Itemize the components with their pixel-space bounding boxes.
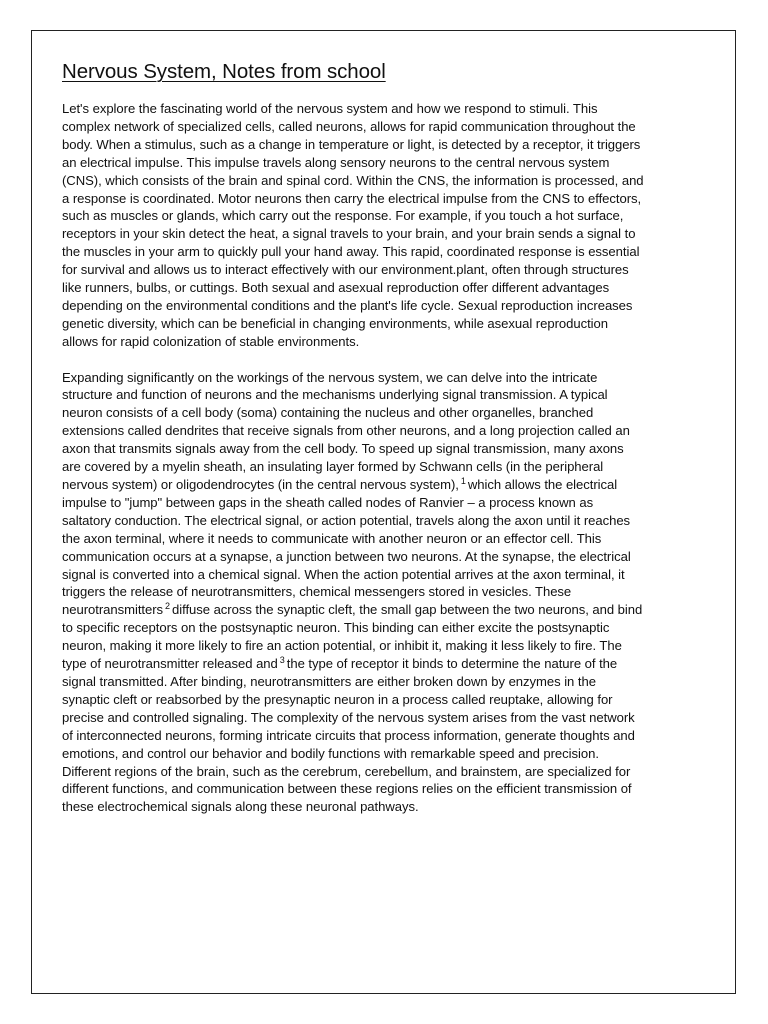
paragraph-neurons	[62, 369, 645, 817]
paragraph-neurons-part1: Expanding significantly on the workings of the nervous system, we can delve into the intricate structure and function of neurons and the mechanisms underlying signal transmission. A typical neuron consists of a cell body (soma) containing the nucleus and other organelles, branched extensions called dendrites that receive signals from other neurons, and a long projection called an axon that transmits signals away from the cell body. To speed up signal transmission, many axons are covered by a myelin sheath, an insulating layer formed by Schwann cells (in the peripheral nervous system) or oligodendrocytes (in the central nervous system),	[62, 369, 630, 493]
footnote-marker-1[interactable]: 1	[460, 475, 466, 486]
document-content	[62, 58, 645, 834]
footnote-marker-3[interactable]: 3	[279, 654, 285, 665]
footnote-marker-2[interactable]: 2	[165, 601, 170, 611]
document-title: Nervous System, Notes from school	[62, 60, 386, 83]
paragraph-stimuli: Let's explore the fascinating world of the nervous system and how we respond to stimuli. This complex network of specialized cells, called neurons, allows for rapid communication throughout the body. When a stimulus, such as a change in temperature or light, is detected by a receptor, it triggers an electrical impulse. This impulse travels along sensory neurons to the central nervous system (CNS), which consists of the brain and spinal cord. Within the CNS, the information is processed, and a response is coordinated. Motor neurons then carry the electrical impulse from the CNS to effectors, such as muscles or glands, which carry out the response. For example, if you touch a hot surface, receptors in your skin detect the heat, a signal travels to your brain, and your brain sends a signal to the muscles in your arm to quickly pull your hand away. This rapid, coordinated response is essential for survival and allows us to interact effectively with our environment.plant, often through structures like runners, bulbs, or cuttings. Both sexual and asexual reproduction offer different advantages depending on the environmental conditions and the plant's life cycle. Sexual reproduction increases genetic diversity, which can be beneficial in changing environments, while asexual reproduction allows for rapid colonization of stable environments.	[62, 101, 644, 349]
paragraph-neurons-part3: diffuse across the synaptic cleft, the small gap between the two neurons, and bind to specific receptors on the postsynaptic neuron. This binding can either excite the postsynaptic neuron, making it more likely to fire an action potential, or inhibit it, making it less likely to fire. The type of neurotransmitter released and	[62, 602, 643, 672]
paragraph-neurons-part2: which allows the electrical impulse to "jump" between gaps in the sheath called nodes of Ranvier – a process known as saltatory conduction. The electrical signal, or action potential, travels along the axon until it reaches the axon terminal, where it needs to communicate with another neuron or an effector cell. This communication occurs at a synapse, a junction between two neurons. At the synapse, the electrical signal is converted into a chemical signal. When the action potential arrives at the axon terminal, it triggers the release of neurotransmitters, chemical messengers stored in vesicles. These neurotransmitters	[62, 477, 631, 618]
paragraph-neurons-part4: the type of receptor it binds to determine the nature of the signal transmitted. After binding, neurotransmitters are either broken down by enzymes in the synaptic cleft or reabsorbed by the presynaptic neuron in a process called reuptake, allowing for precise and controlled signaling. The complexity of the nervous system arises from the vast network of interconnected neurons, forming intricate circuits that process information, generate thoughts and emotions, and control our behavior and bodily functions with remarkable speed and precision. Different regions of the brain, such as the cerebrum, cerebellum, and brainstem, are specialized for different functions, and communication between these regions relies on the efficient transmission of these electrochemical signals along these neuronal pathways.	[62, 656, 635, 815]
